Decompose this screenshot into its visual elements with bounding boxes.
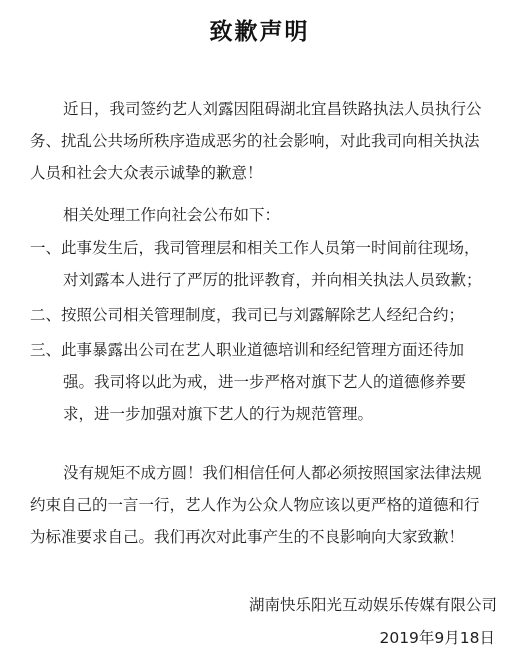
measure-1-line-1: 一、此事发生后，我司管理层和相关工作人员第一时间前往现场，: [30, 239, 480, 257]
measure-1-line-2: 对刘露本人进行了严厉的批评教育，并向相关执法人员致歉；: [63, 271, 482, 289]
signature-date: 2019年9月18日: [379, 629, 495, 647]
closing-line-1: 没有规矩不成方圆！我们相信任何人都必须按照国家法律法规: [63, 464, 482, 482]
measure-3-line-1: 三、此事暴露出公司在艺人职业道德培训和经纪管理方面还待加: [30, 341, 465, 359]
intro-line-2: 务、扰乱公共场所秩序造成恶劣的社会影响，对此我司向相关执法: [30, 132, 480, 150]
closing-line-2: 约束自己的一言一行，艺人作为公众人物应该以更严格的道德和行: [30, 496, 480, 514]
measures-heading: 相关处理工作向社会公布如下：: [63, 206, 281, 224]
measure-3-line-2: 强。我司将以此为戒，进一步严格对旗下艺人的道德修养要: [63, 373, 467, 391]
intro-line-3: 人员和社会大众表示诚挚的歉意！: [30, 164, 263, 182]
closing-line-3: 为标准要求自己。我们再次对此事产生的不良影响向大家致歉！: [30, 528, 465, 546]
measure-3-line-3: 求，进一步加强对旗下艺人的行为规范管理。: [63, 405, 374, 423]
intro-line-1: 近日，我司签约艺人刘露因阻碍湖北宜昌铁路执法人员执行公: [63, 100, 482, 118]
document-title: 致歉声明: [209, 19, 310, 45]
signature-company: 湖南快乐阳光互动娱乐传媒有限公司: [248, 596, 497, 614]
measure-2-line-1: 二、按照公司相关管理制度，我司已与刘露解除艺人经纪合约；: [30, 306, 465, 324]
